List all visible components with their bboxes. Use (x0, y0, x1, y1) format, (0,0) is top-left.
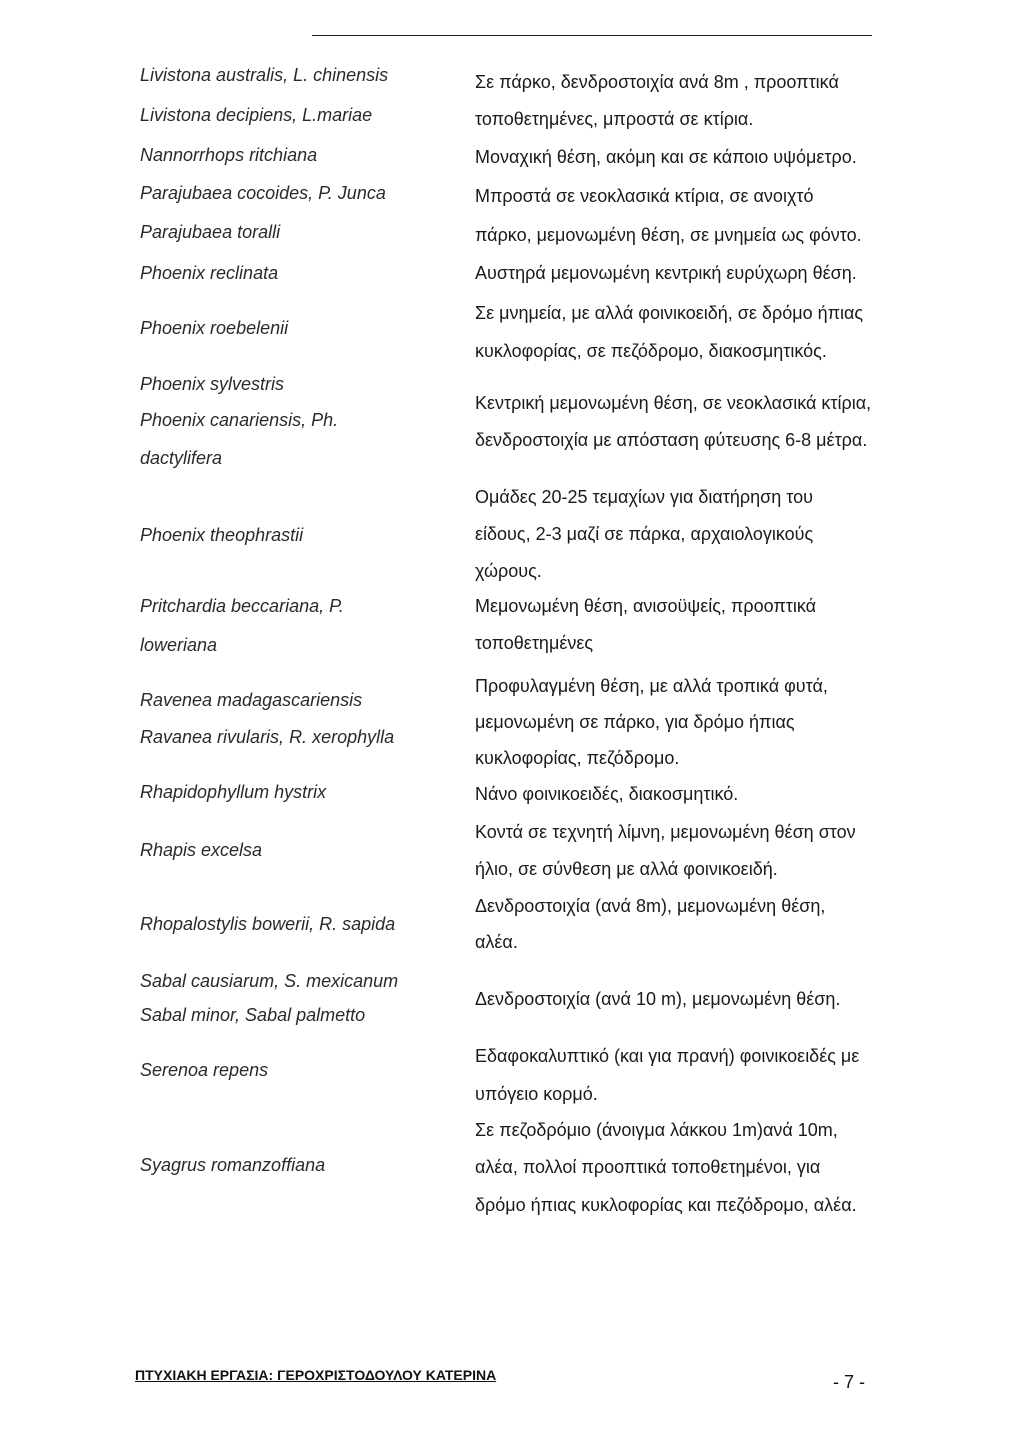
description-line: Μεμονωμένη θέση, ανισοϋψείς, προοπτικά (475, 596, 817, 616)
description-line: μεμονωμένη σε πάρκο, για δρόμο ήπιας (475, 712, 795, 732)
species-line: Sabal causiarum, S. mexicanum (140, 971, 399, 991)
description-line: αλέα. (475, 932, 518, 952)
description-line: ήλιο, σε σύνθεση με αλλά φοινικοειδή. (475, 859, 778, 879)
species-line: Serenoa repens (140, 1060, 269, 1080)
description-line: Σε πάρκο, δενδροστοιχία ανά 8m , προοπτικά (475, 72, 839, 92)
description-line: Σε μνημεία, με αλλά φοινικοειδή, σε δρόμο ήπιας (475, 303, 864, 323)
species-line: Rhopalostylis bowerii, R. sapida (140, 914, 396, 934)
description-line: Κοντά σε τεχνητή λίμνη, μεμονωμένη θέση στον (475, 822, 856, 842)
description-line: δενδροστοιχία με απόσταση φύτευσης 6-8 μέτρα. (475, 430, 868, 450)
species-line: Parajubaea toralli (140, 222, 281, 242)
description-line: Δενδροστοιχία (ανά 10 m), μεμονωμένη θέση. (475, 989, 841, 1009)
species-line: Pritchardia beccariana, P. (140, 596, 344, 616)
description-line: υπόγειο κορμό. (475, 1084, 598, 1104)
species-line: Livistona decipiens, L.mariae (140, 105, 373, 125)
description-line: πάρκο, μεμονωμένη θέση, σε μνημεία ως φόντο. (475, 225, 862, 245)
description-line: είδους, 2-3 μαζί σε πάρκα, αρχαιολογικούς (475, 524, 814, 544)
species-line: Phoenix reclinata (140, 263, 279, 283)
species-line: Ravenea madagascariensis (140, 690, 363, 710)
footer-author: ΠΤΥΧΙΑΚΗ ΕΡΓΑΣΙΑ: ΓΕΡΟΧΡΙΣΤΟΔΟΥΛΟΥ ΚΑΤΕΡΙΝΑ (135, 1367, 497, 1383)
species-line: Rhapidophyllum hystrix (140, 782, 327, 802)
species-line: loweriana (140, 635, 218, 655)
species-line: Phoenix roebelenii (140, 318, 289, 338)
species-line: Syagrus romanzoffiana (140, 1155, 326, 1175)
species-line: Parajubaea cocoides, P. Junca (140, 183, 386, 203)
description-line: Νάνο φοινικοειδές, διακοσμητικό. (475, 784, 739, 804)
description-line: αλέα, πολλοί προοπτικά τοποθετημένοι, για (475, 1157, 821, 1177)
description-line: τοποθετημένες, μπροστά σε κτίρια. (475, 109, 754, 129)
species-line: Nannorrhops ritchiana (140, 145, 318, 165)
description-line: κυκλοφορίας, πεζόδρομο. (475, 748, 680, 768)
description-line: Προφυλαγμένη θέση, με αλλά τροπικά φυτά, (475, 676, 828, 696)
species-line: Phoenix theophrastii (140, 525, 304, 545)
species-line: Phoenix canariensis, Ph. (140, 410, 339, 430)
description-line: Σε πεζοδρόμιο (άνοιγμα λάκκου 1m)ανά 10m, (475, 1120, 838, 1140)
species-line: Phoenix sylvestris (140, 374, 285, 394)
species-line: Livistona australis, L. chinensis (140, 65, 389, 85)
description-line: Μοναχική θέση, ακόμη και σε κάποιο υψόμετρο. (475, 147, 857, 167)
description-line: Μπροστά σε νεοκλασικά κτίρια, σε ανοιχτό (475, 186, 814, 206)
species-line: Ravanea rivularis, R. xerophylla (140, 727, 395, 747)
description-line: Αυστηρά μεμονωμένη κεντρική ευρύχωρη θέση. (475, 263, 857, 283)
description-line: Κεντρική μεμονωμένη θέση, σε νεοκλασικά κτίρια, (475, 393, 872, 413)
page-number: - 7 - (833, 1372, 866, 1392)
species-line: Sabal minor, Sabal palmetto (140, 1005, 366, 1025)
description-line: κυκλοφορίας, σε πεζόδρομο, διακοσμητικός. (475, 341, 827, 361)
description-line: Δενδροστοιχία (ανά 8m), μεμονωμένη θέση, (475, 896, 826, 916)
species-line: Rhapis excelsa (140, 840, 263, 860)
species-line: dactylifera (140, 448, 223, 468)
description-line: τοποθετημένες (475, 633, 594, 653)
description-line: Ομάδες 20-25 τεμαχίων για διατήρηση του (475, 487, 813, 507)
description-line: Εδαφοκαλυπτικό (και για πρανή) φοινικοειδές με (475, 1046, 860, 1066)
description-line: δρόμο ήπιας κυκλοφορίας και πεζόδρομο, αλέα. (475, 1195, 857, 1215)
description-line: χώρους. (475, 561, 542, 581)
